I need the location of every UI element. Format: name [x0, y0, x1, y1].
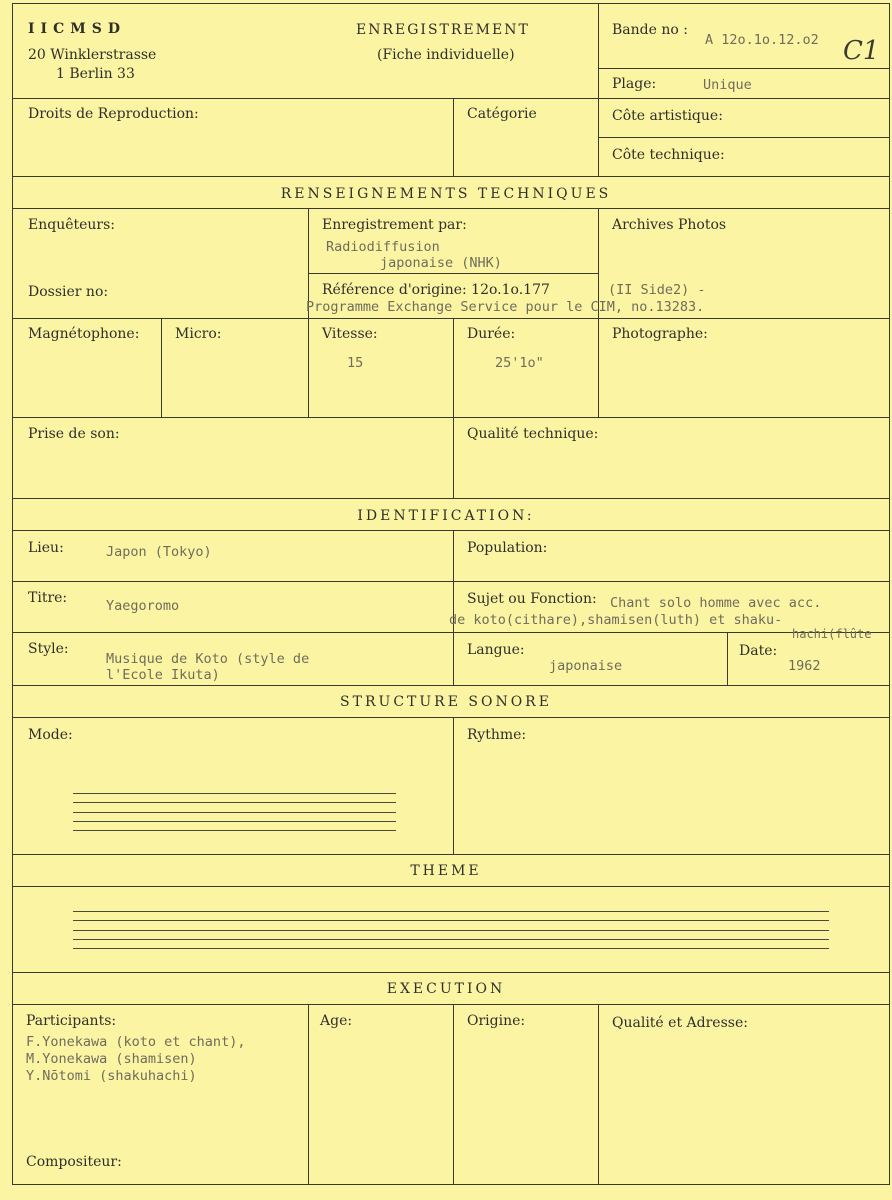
cote-artistique-label: Côte artistique:: [612, 108, 723, 124]
population-label: Population:: [467, 540, 548, 556]
prise-de-son-label: Prise de son:: [28, 426, 120, 442]
bande-value: A 12o.1o.12.o2: [705, 32, 819, 48]
sujet-value-2: de koto(cithare),shamisen(luth) et shaku-: [449, 612, 783, 628]
plage-label: Plage:: [612, 76, 657, 92]
duree-value: 25'1o": [495, 355, 544, 371]
section-theme: THEME: [410, 863, 482, 879]
photographe-label: Photographe:: [612, 326, 708, 342]
droits-label: Droits de Reproduction:: [28, 106, 199, 122]
titre-label: Titre:: [28, 590, 68, 606]
enqueteurs-label: Enquêteurs:: [28, 217, 116, 233]
participant-1: F.Yonekawa (koto et chant),: [26, 1034, 246, 1050]
section-structure-sonore: STRUCTURE SONORE: [340, 694, 552, 710]
sujet-label: Sujet ou Fonction:: [467, 591, 597, 607]
reference-label: Référence d'origine: 12o.1o.177: [322, 282, 550, 298]
date-value: 1962: [788, 658, 821, 674]
card-subtitle: (Fiche individuelle): [377, 47, 515, 63]
bande-label: Bande no :: [612, 22, 688, 38]
langue-label: Langue:: [467, 642, 525, 658]
dossier-label: Dossier no:: [28, 284, 109, 300]
compositeur-label: Compositeur:: [26, 1154, 122, 1170]
lieu-label: Lieu:: [28, 540, 64, 556]
participant-2: M.Yonekawa (shamisen): [26, 1051, 197, 1067]
vitesse-value: 15: [347, 355, 364, 371]
enregistrement-par-value-1: Radiodiffusion: [326, 239, 440, 255]
vitesse-label: Vitesse:: [322, 326, 378, 342]
participants-label: Participants:: [26, 1013, 117, 1029]
titre-value: Yaegoromo: [106, 598, 180, 614]
sujet-value-1: Chant solo homme avec acc.: [610, 595, 822, 611]
langue-value: japonaise: [549, 658, 623, 674]
section-renseignements-techniques: RENSEIGNEMENTS TECHNIQUES: [280, 186, 612, 202]
enregistrement-par-value-2: japonaise (NHK): [380, 255, 502, 271]
rythme-label: Rythme:: [467, 727, 527, 743]
cote-technique-label: Côte technique:: [612, 147, 725, 163]
participant-3: Y.Nōtomi (shakuhachi): [26, 1068, 197, 1084]
categorie-label: Catégorie: [467, 106, 537, 122]
plage-value: Unique: [703, 77, 752, 93]
qualite-technique-label: Qualité technique:: [467, 426, 599, 442]
style-value-2: l'Ecole Ikuta): [106, 667, 220, 683]
reference-continuation: (II Side2) -: [608, 282, 706, 298]
enregistrement-par-label: Enregistrement par:: [322, 217, 467, 233]
card-title: ENREGISTREMENT: [356, 22, 530, 38]
sujet-value-3: hachi(flûte: [792, 627, 872, 641]
section-execution: EXECUTION: [386, 981, 506, 997]
org-street: 20 Winklerstrasse: [28, 47, 157, 63]
reference-line-2: Programme Exchange Service pour le CIM, no.13283.: [306, 299, 705, 315]
style-value-1: Musique de Koto (style de: [106, 651, 310, 667]
micro-label: Micro:: [175, 326, 222, 342]
bande-handwritten-mark: C1: [843, 36, 880, 66]
qualite-adresse-label: Qualité et Adresse:: [612, 1015, 748, 1031]
magnetophone-label: Magnétophone:: [28, 326, 140, 342]
org-city: 1 Berlin 33: [56, 66, 135, 82]
section-identification: IDENTIFICATION:: [357, 508, 535, 524]
mode-label: Mode:: [28, 727, 73, 743]
origine-label: Origine:: [467, 1013, 526, 1029]
age-label: Age:: [320, 1013, 353, 1029]
org-logo: IICMSD: [28, 21, 126, 37]
style-label: Style:: [28, 641, 69, 657]
archives-photos-label: Archives Photos: [612, 217, 727, 233]
date-label: Date:: [739, 643, 778, 659]
lieu-value: Japon (Tokyo): [106, 544, 212, 560]
duree-label: Durée:: [467, 326, 516, 342]
